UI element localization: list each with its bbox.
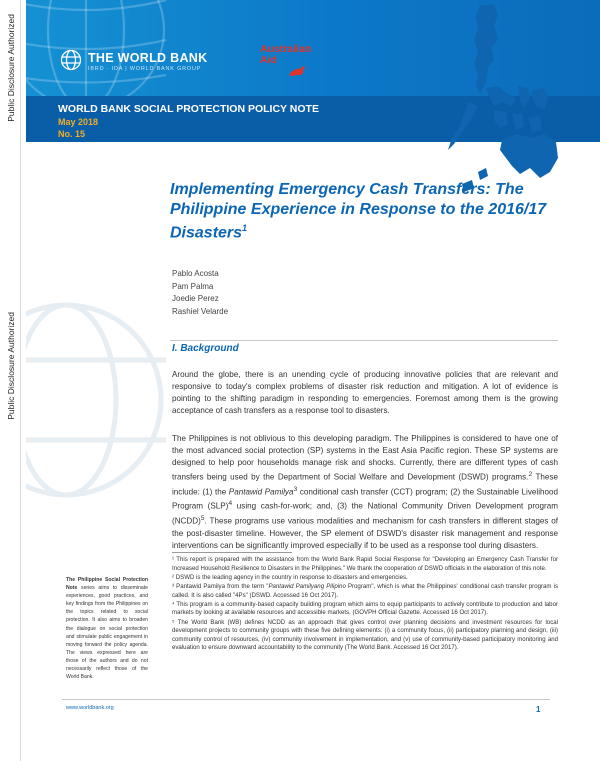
author: Pablo Acosta bbox=[172, 269, 219, 278]
title-footnote-marker: 1 bbox=[242, 223, 248, 233]
paragraph-1: Around the globe, there is an unending cycle of producing innovative policies that are relevant and responsive to today's complex problems of disaster risk reduction and mitigation. A lot of evidence is pointing to the shifting paradigm in responding to emergencies. Foremost among them is the growing acceptance of cash transfers as a response tool to disasters. bbox=[172, 370, 558, 415]
document-title bbox=[170, 180, 565, 243]
footnote-marker: 2 bbox=[528, 471, 533, 478]
series-description-text: series aims to disseminate experiences, good practices, and key findings from the Philippines on the topics related to social protection. It also aims to broaden the dialogue on social protection and stimulate public engagement in moving forward the policy agenda. The views expressed here are those of the authors and do not necessarily reflect those of the World Bank. bbox=[66, 585, 148, 681]
footnote-5: ⁵ The World Bank (WB) defines NCDD as an approach that gives control over planning decisions and investment resources for local development projects to community groups with these five defining elements: (i) a community focus, (ii) participatory planning and design, (iii) community control of resources, (iv) community involvement in implementation, and (v) use of community-based participatory monitoring and evaluation to ensure downward accountability to the community (The World Bank. Accessed 16 Oct 2017). bbox=[172, 618, 558, 652]
paragraph-text: using cash-for-work; and, (3) the National Community Driven Development program (NCDD) bbox=[172, 502, 558, 526]
series-description bbox=[66, 576, 148, 681]
footnote-marker: 3 bbox=[293, 485, 298, 493]
series-description-lead: The Philippine Social Protection Note bbox=[66, 577, 148, 592]
paragraph-text: The Philippines is not oblivious to this developing paradigm. The Philippines is considered to have one of the most advanced social protection (SP) systems in the East Asia Pacific region. These SP systems are designed to help poor households manage risk and shocks. Currently, there are different types of cash transfers being used by the Department of Social Welfare and Development (DSWD) programs. bbox=[172, 434, 558, 482]
footer-divider bbox=[62, 699, 550, 700]
footnote-1: ¹ This report is prepared with the assistance from the World Bank Rapid Social Response for "Developing an Emergency Cash Transfer for Increased Household Resilience to Disasters in the Philippines." We thank the cooperation of DSWD officials in the elaboration of this note. bbox=[172, 556, 558, 572]
author: Joedie Perez bbox=[172, 294, 219, 303]
issue-number: No. 15 bbox=[58, 129, 86, 139]
side-divider bbox=[20, 0, 21, 761]
footnote-marker: 5 bbox=[200, 515, 205, 523]
paragraph-text: These include: (1) the bbox=[172, 472, 558, 497]
footnote-marker: 4 bbox=[228, 500, 233, 508]
footnotes bbox=[172, 556, 558, 654]
footnote-4: ⁴ This program is a community-based capacity building program which aims to equip participants to actively contribute to production and labor markets by looking at available resources and accessible markets. (GOVPH Official Gazette. Accessed 16 Oct 2017). bbox=[172, 600, 558, 617]
partner-line-2: Aid bbox=[260, 54, 277, 66]
title-text: Implementing Emergency Cash Transfers: The Philippine Experience in Response to the 2016/17 Disasters bbox=[170, 181, 547, 242]
footnote-2: ² DSWD is the leading agency in the country in response to disasters and emergencies. bbox=[172, 573, 408, 581]
globe-watermark-icon bbox=[26, 0, 196, 96]
footer-url[interactable]: www.worldbank.org bbox=[66, 705, 114, 711]
partner-line-1: Australian bbox=[260, 43, 312, 55]
series-title: WORLD BANK SOCIAL PROTECTION POLICY NOTE bbox=[58, 103, 319, 115]
paragraph-2 bbox=[172, 433, 558, 552]
section-divider bbox=[170, 340, 558, 341]
author: Rashiel Velarde bbox=[172, 306, 229, 316]
footnote-text: ³ Pantawid Pamilya from the term " bbox=[172, 582, 269, 590]
org-name: THE WORLD BANK bbox=[88, 51, 208, 65]
paragraph-text: conditional cash transfer (CCT) program; (2) the Sustainable Livelihood Program (SLP) bbox=[172, 487, 558, 512]
public-disclosure-label-top: Public Disclosure Authorized bbox=[6, 14, 16, 122]
globe-watermark-page-icon bbox=[26, 300, 166, 500]
org-subtitle: IBRD · IDA | WORLD BANK GROUP bbox=[88, 66, 202, 72]
section-heading: I. Background bbox=[172, 343, 239, 354]
philippines-map-icon bbox=[432, 2, 582, 208]
author: Pam Palma bbox=[172, 281, 214, 291]
footnote-italic: Pantawid Pamilyang Pilipino bbox=[268, 582, 346, 590]
kangaroo-icon bbox=[286, 62, 308, 78]
publication-date: May 2018 bbox=[58, 117, 99, 127]
footnote-text: Program", which is what the Philippines' conditional cash transfer program is called. It is also called "4Ps" (DSWD. Accessed 16 Oct 2017). bbox=[172, 582, 558, 599]
paragraph-text: . These programs use various modalities and mechanism for cash transfers in different stages of the post-disaster timeline. However, the SP element of DSWD's disaster risk management and response interventions can be significantly improved especially if to be used as a response tool during disasters. bbox=[172, 516, 558, 550]
program-name: Pantawid Pamilya bbox=[228, 487, 294, 497]
world-bank-logo-icon bbox=[60, 49, 82, 71]
page-number: 1 bbox=[536, 705, 541, 714]
footnote-3 bbox=[172, 583, 558, 600]
author-list bbox=[172, 268, 228, 318]
footnote-divider bbox=[172, 552, 292, 553]
public-disclosure-label-middle: Public Disclosure Authorized bbox=[6, 312, 16, 420]
